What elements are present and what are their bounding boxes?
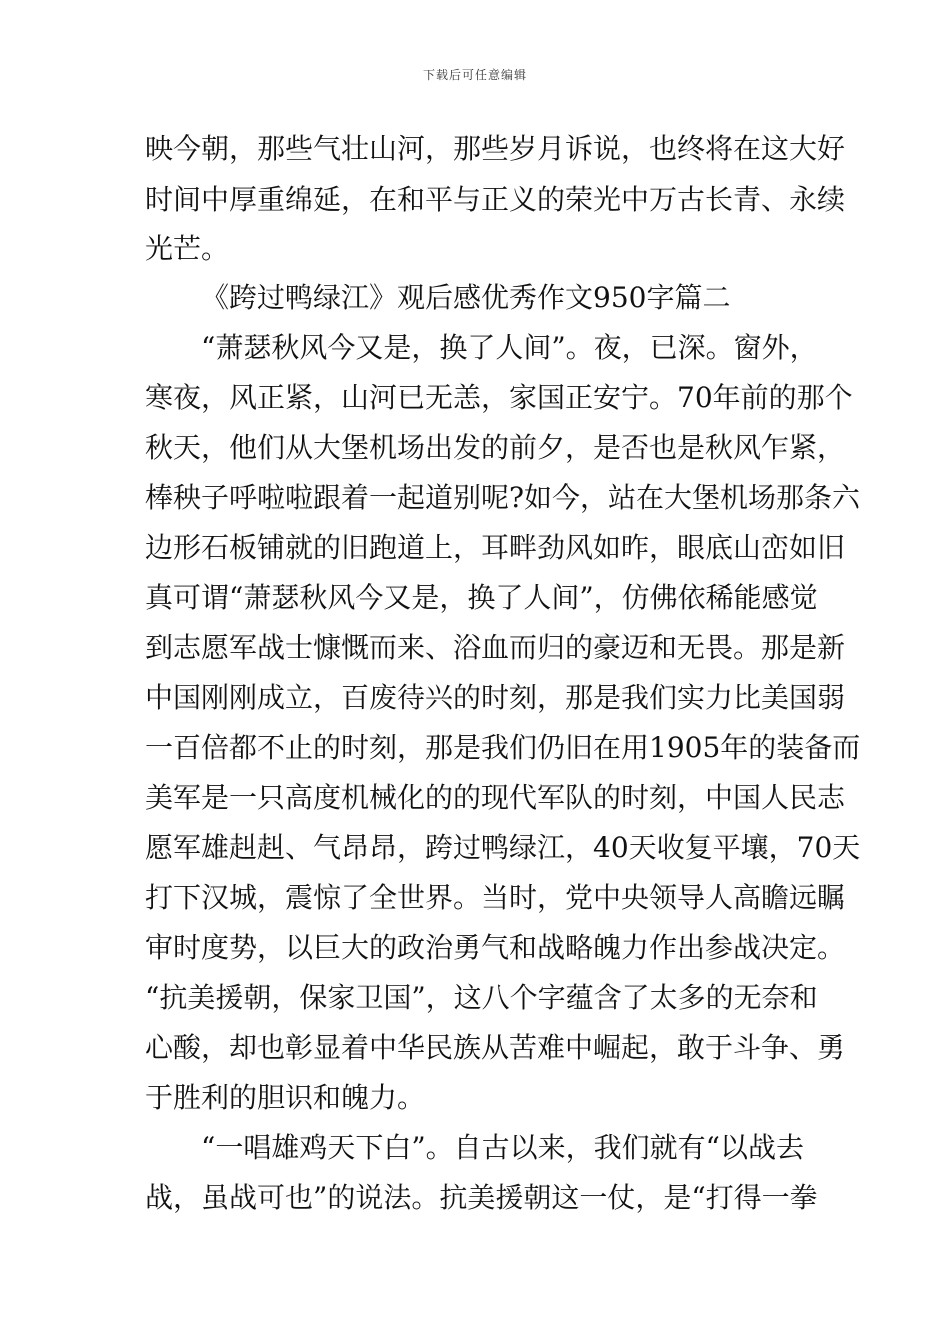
body-line: 寒夜，风正紧，山河已无恙，家国正安宁。70年前的那个 [145, 381, 853, 414]
body-line: 心酸，却也彰显着中华民族从苦难中崛起，敢于斗争、勇 [145, 1031, 846, 1064]
body-line: 愿军雄赳赳、气昂昂，跨过鸭绿江，40天收复平壤，70天 [145, 831, 861, 864]
body-line: 于胜利的胆识和魄力。 [145, 1081, 426, 1114]
body-line: 打下汉城，震惊了全世界。当时，党中央领导人高瞻远瞩 [145, 881, 846, 914]
body-line: “一唱雄鸡天下白”。自古以来，我们就有“以战去 [201, 1131, 804, 1164]
body-line: 中国刚刚成立，百废待兴的时刻，那是我们实力比美国弱 [145, 681, 846, 714]
body-line: “萧瑟秋风今又是，换了人间”。夜，已深。窗外， [201, 331, 818, 364]
body-line: “抗美援朝，保家卫国”，这八个字蕴含了太多的无奈和 [145, 981, 818, 1014]
body-line: 时间中厚重绵延，在和平与正义的荣光中万古长青、永续 [145, 183, 846, 216]
body-line: 棒秧子呼啦啦跟着一起道别呢?如今，站在大堡机场那条六 [145, 481, 861, 514]
body-line: 一百倍都不止的时刻，那是我们仍旧在用1905年的装备而 [145, 731, 861, 764]
body-line: 审时度势，以巨大的政治勇气和战略魄力作出参战决定。 [145, 931, 846, 964]
body-line: 光芒。 [145, 232, 230, 265]
body-line: 边形石板铺就的旧跑道上，耳畔劲风如昨，眼底山峦如旧 [145, 531, 846, 564]
body-line: 到志愿军战士慷慨而来、浴血而归的豪迈和无畏。那是新 [145, 631, 846, 664]
body-line: 战，虽战可也”的说法。抗美援朝这一仗，是“打得一拳 [145, 1181, 818, 1214]
section-heading: 《跨过鸭绿江》观后感优秀作文950字篇二 [201, 281, 731, 314]
body-line: 美军是一只高度机械化的的现代军队的时刻，中国人民志 [145, 781, 846, 814]
page-header: 下载后可任意编辑 [422, 68, 527, 82]
body-line: 真可谓“萧瑟秋风今又是，换了人间”，仿佛依稀能感觉 [145, 581, 818, 614]
body-line: 秋天，他们从大堡机场出发的前夕，是否也是秋风乍紧， [145, 431, 846, 464]
body-line: 映今朝，那些气壮山河，那些岁月诉说，也终将在这大好 [145, 132, 846, 165]
